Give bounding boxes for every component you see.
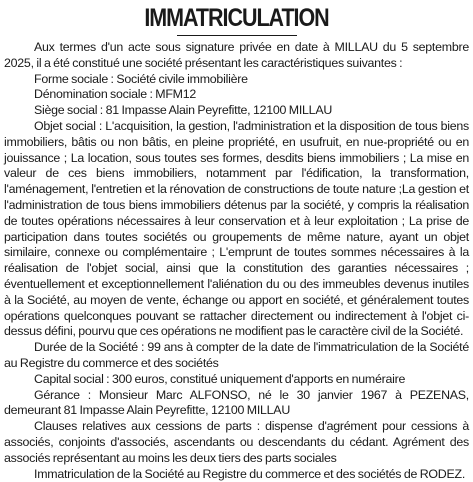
notice-intro: Aux termes d'un acte sous signature privée en date à MILLAU du 5 septembre 2025, il a été constitué une société présentant les caractéristiques suivantes : (4, 40, 469, 70)
notice-legal-form: Forme sociale : Société civile immobilière (34, 71, 248, 86)
notice-registered-office: Siège social : 81 Impasse Alain Peyrefitte, 12100 MILLAU (34, 103, 333, 118)
notice-corporate-purpose: Objet social : L'acquisition, la gestion, l'administration et la disposition de tous biens immobiliers, bâtis ou non bâtis, en pleine propriété, en usufruit, en nue-propriété ou en jouissance ; La location, sous toutes ses formes, desdits biens immobiliers ; La mise en valeur de ces biens immobiliers, notamment par l'édification, la transformation, l'aménagement, l'entretien et la rénovation de constructions de toute nature ;La gestion et l'administration de tous biens immobiliers détenus par la société, y compris la réalisation de toutes opérations nécessaires à leur conservation et à leur exploitation ; La prise de participation dans toutes sociétés ou groupements de même nature, ayant un objet similaire, connexe ou complémentaire ; L'emprunt de toutes sommes nécessaires à la réalisation de l'objet social, ainsi que la constitution des garanties nécessaires ; éventuellement et exceptionnellement l'aliénation du ou des immeubles devenus inutiles à la Société, au moyen de vente, échange ou apport en société, et généralement toutes opérations quelconques pouvant se rattacher directement ou indirectement à l'objet ci-dessus défini, pourvu que ces opérations ne modifient pas le caractère civil de la Société. (4, 118, 469, 339)
notice-body (4, 40, 469, 482)
legal-notice (4, 4, 469, 482)
title-underline (177, 35, 297, 36)
notice-registration: Immatriculation de la Société au Registre du commerce et des sociétés de RODEZ. (34, 466, 466, 481)
notice-duration: Durée de la Société : 99 ans à compter de la date de l'immatriculation de la Société au Registre du commerce et des sociétés (4, 340, 469, 370)
notice-company-name: Dénomination sociale : MFM12 (34, 87, 196, 102)
notice-management: Gérance : Monsieur Marc ALFONSO, né le 30 janvier 1967 à PEZENAS, demeurant 81 Impasse Alain Peyrefitte, 12100 MILLAU (4, 387, 469, 418)
notice-share-capital: Capital social : 300 euros, constitué uniquement d'apports en numéraire (34, 371, 406, 386)
notice-title: IMMATRICULATION (144, 4, 329, 32)
notice-transfer-clauses: Clauses relatives aux cessions de parts : dispense d'agrément pour cessions à associés, conjoints d'associés, ascendants ou descendants du cédant. Agrément des associés représentant au moins les deux tiers des parts sociales (4, 419, 469, 465)
